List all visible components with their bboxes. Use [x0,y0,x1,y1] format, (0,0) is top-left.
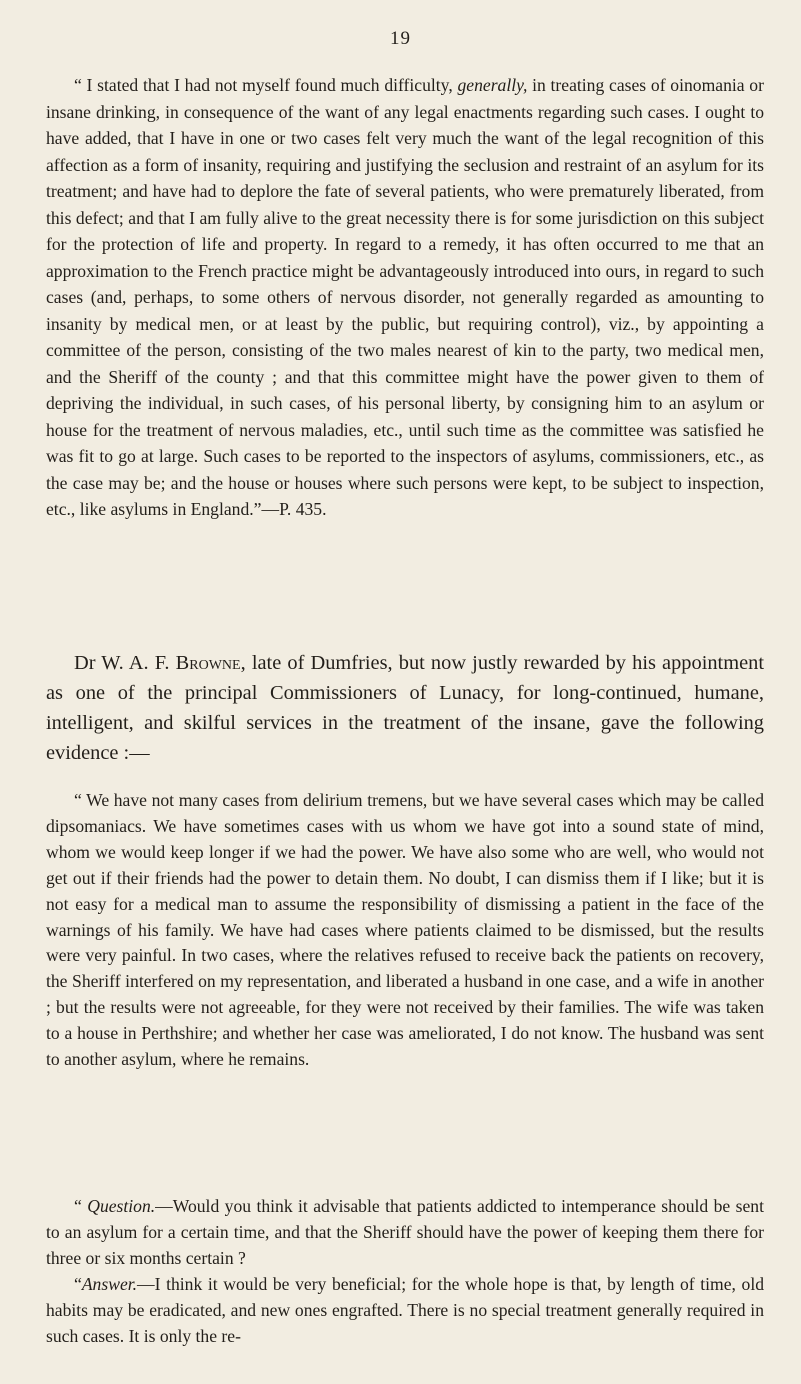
answer-open-quote: “ [74,1274,82,1294]
question-open-quote: “ [74,1196,82,1216]
intro-prefix: Dr W. A. F. [74,652,170,674]
question-paragraph [46,1194,764,1272]
quote1-lead: “ I stated that I had not myself found much difficulty, [74,75,453,95]
witness-introduction-paragraph [46,648,764,768]
answer-label: Answer. [81,1274,138,1294]
intro-text: late of Dumfries, but now justly rewarded by his appointment as one of the principal Commissioners of Lunacy, for long-continued, humane, intelligent, and skilful services in the treatment of the insane, gave the following evidence :— [46,652,764,764]
answer-text: —I think it would be very beneficial; for the whole hope is that, by length of time, old habits may be eradicated, and new ones engrafted. There is no special treatment generally required in such cases. It is only the re- [46,1274,764,1346]
quote1-body: in treating cases of oinomania or insane drinking, in consequence of the want of any legal enactments regarding such cases. I ought to have added, that I have in one or two cases felt very much the want of the legal recognition of this affection as a form of insanity, requiring and justifying the seclusion and restraint of an asylum for its treatment; and have had to deplore the fate of several patients, who were prematurely liberated, from this defect; and that I am fully alive to the great necessity there is for some jurisdiction on this subject for the protection of life and property. In regard to a remedy, it has often occurred to me that an approximation to the French practice might be advantageously introduced into ours, in regard to such cases (and, perhaps, to some others of nervous disorder, not generally regarded as amounting to insanity by medical men, or at least by the public, but requiring control), viz., by appointing a committee of the person, consisting of the two males nearest of kin to the party, two medical men, and the Sheriff of the county ; and that this committee might have the power given to them of depriving the individual, in such cases, of his personal liberty, by consigning him to an asylum or house for the treatment of nervous maladies, etc., until such time as the committee was satisfied he was fit to go at large. Such cases to be reported to the inspectors of asylums, commissioners, etc., as the case may be; and the house or houses where such persons were kept, to be subject to inspection, etc., like asylums in England.”—P. 435. [46,75,764,519]
question-text: —Would you think it advisable that patients addicted to intemperance should be sent to an asylum for a certain time, and that the Sheriff should have the power of keeping them there for three or six months certain ? [46,1196,764,1268]
quoted-testimony-paragraph [46,72,764,523]
evidence-paragraph: “ We have not many cases from delirium tremens, but we have several cases which may be called dipsomaniacs. We have sometimes cases with us whom we have got into a sound state of mind, whom we would keep longer if we had the power. We have also some who are well, who would not get out if their friends had the power to detain them. No doubt, I can dismiss them if I like; but it is not easy for a medical man to assume the responsibility of dismissing a patient in the face of the warnings of his family. We have had cases where patients claimed to be dismissed, but the results were very painful. In two cases, where the relatives refused to receive back the patients on recovery, the Sheriff interfered on my representation, and liberated a husband in one case, and a wife in another ; but the results were not agreeable, for they were not received by their families. The wife was taken to a house in Perthshire; and whether her case was ameliorated, I do not know. The husband was sent to another asylum, where he remains. [46,790,764,1070]
question-label: Question. [87,1196,156,1216]
page-number: 19 [390,28,411,49]
answer-paragraph [46,1272,764,1350]
emphasis-generally: generally, [457,75,528,95]
witness-name: Browne, [175,652,246,674]
